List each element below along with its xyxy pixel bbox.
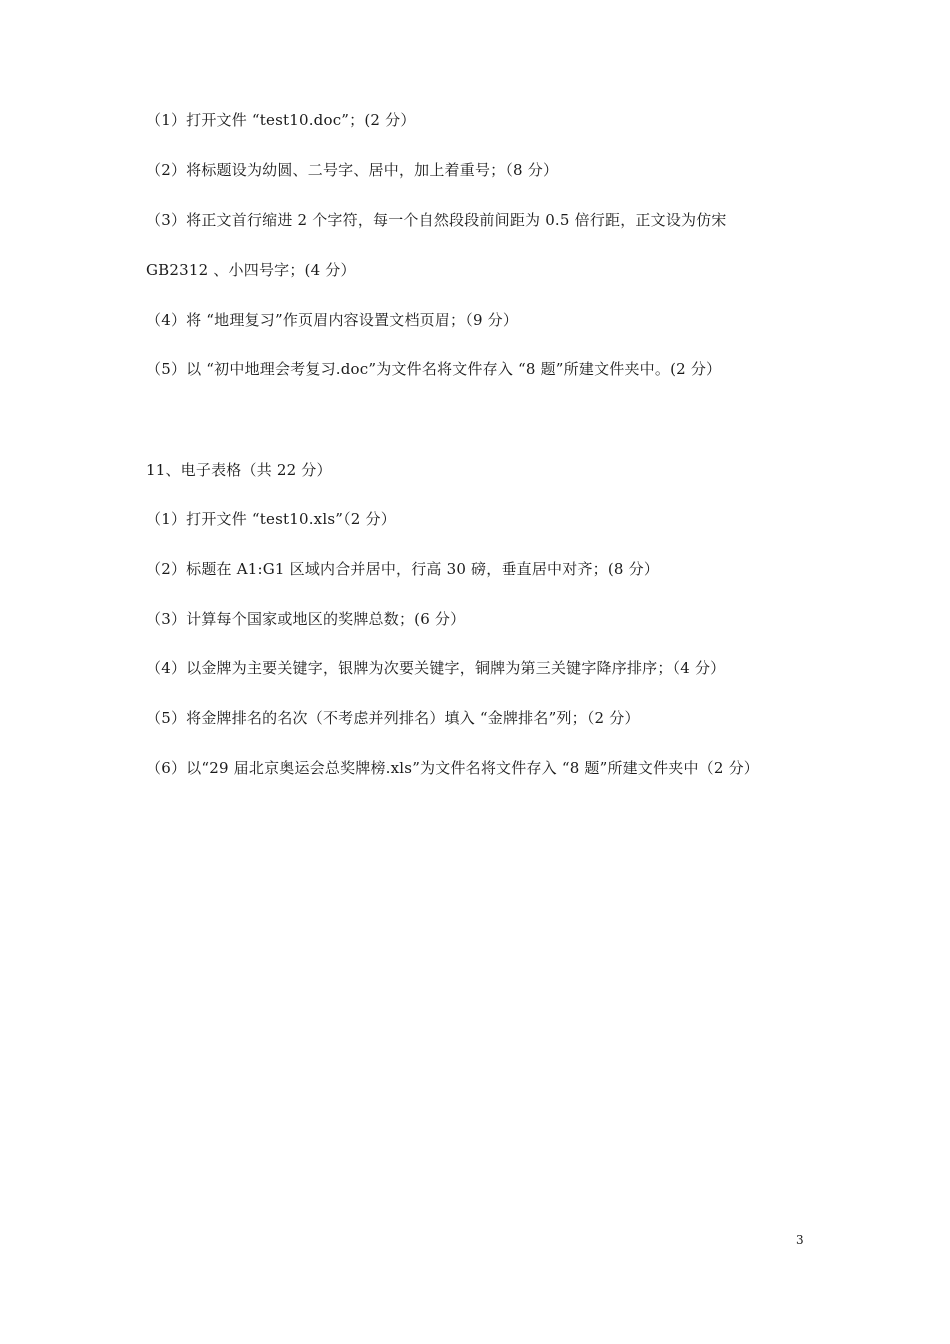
spreadsheet-item-6: （6）以“29 届北京奥运会总奖牌榜.xls”为文件名将文件存入 “8 题”所建文件夹中（2 分）	[146, 759, 759, 777]
spreadsheet-item-2: （2）标题在 A1:G1 区域内合并居中，行高 30 磅，垂直居中对齐；(8 分）	[146, 560, 660, 578]
word-item-4: （4）将 “地理复习”作页眉内容设置文档页眉；（9 分）	[146, 311, 519, 329]
spreadsheet-item-5: （5）将金牌排名的名次（不考虑并列排名）填入 “金牌排名”列；（2 分）	[146, 709, 640, 727]
word-item-2: （2）将标题设为幼圆、二号字、居中，加上着重号；（8 分）	[146, 161, 559, 179]
word-item-5: （5）以 “初中地理会考复习.doc”为文件名将文件存入 “8 题”所建文件夹中。(2 分）	[146, 360, 722, 378]
spreadsheet-item-4: （4）以金牌为主要关键字，银牌为次要关键字，铜牌为第三关键字降序排序；（4 分）	[146, 659, 726, 677]
word-item-3: （3）将正文首行缩进 2 个字符，每一个自然段段前间距为 0.5 倍行距，正文设为仿宋	[146, 211, 727, 229]
page-number: 3	[796, 1233, 804, 1247]
spreadsheet-item-1: （1）打开文件 “test10.xls”（2 分）	[146, 510, 396, 528]
spreadsheet-item-3: （3）计算每个国家或地区的奖牌总数；(6 分）	[146, 610, 466, 628]
word-item-3-continuation: GB2312 、小四号字；(4 分）	[146, 261, 356, 279]
spreadsheet-section-heading: 11、电子表格（共 22 分）	[146, 461, 332, 479]
word-item-1: （1）打开文件 “test10.doc”；(2 分）	[146, 111, 416, 129]
